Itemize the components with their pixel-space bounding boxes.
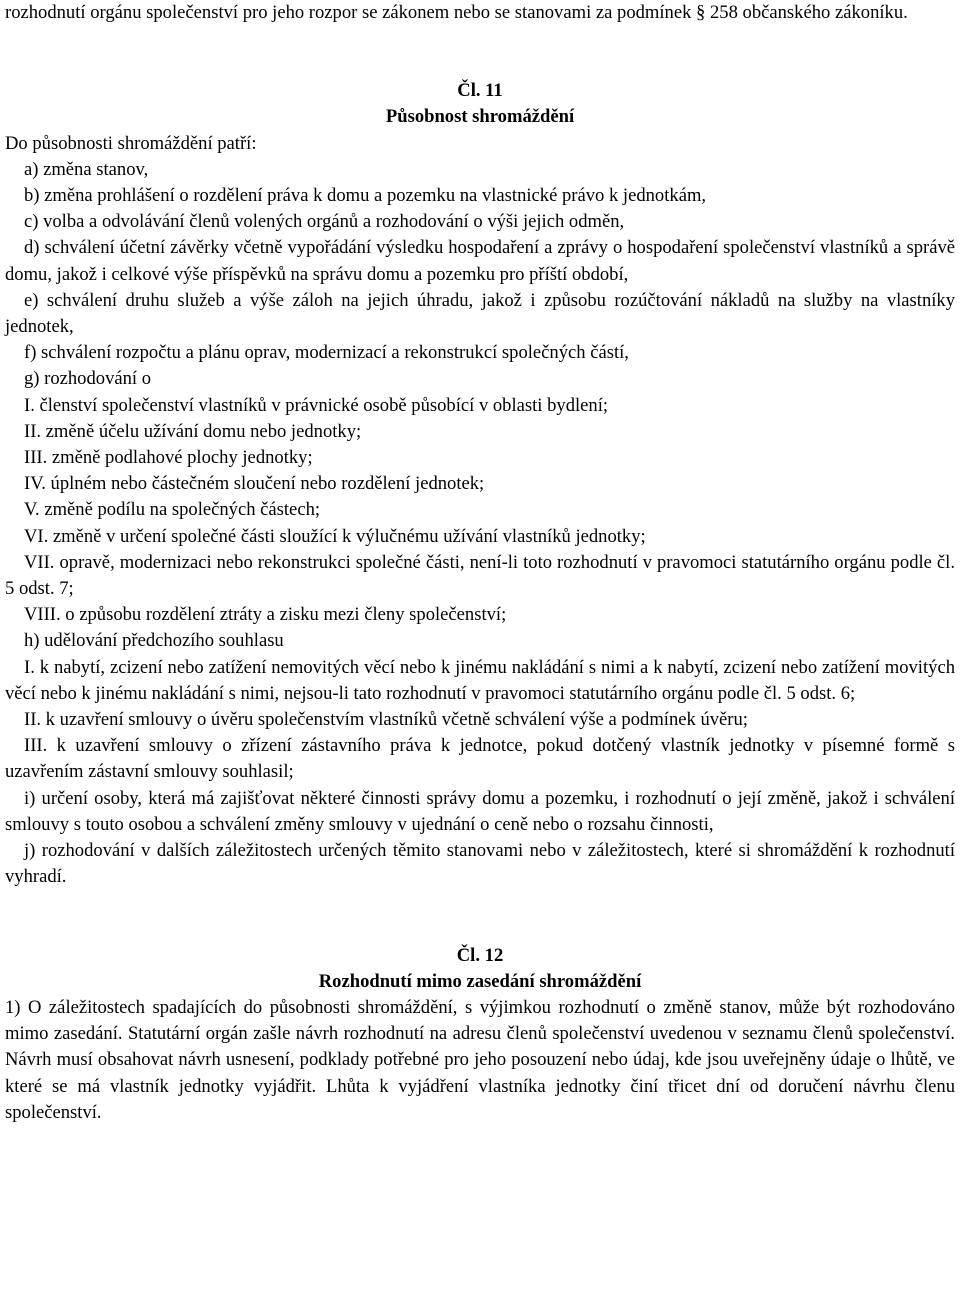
article-11-item-g: g) rozhodování o — [24, 368, 152, 390]
article-11-item-g-7: VII. opravě, modernizaci nebo rekonstrukci společné části, není-li toto rozhodnutí v pravomoci statutárního orgánu podle čl. 5 odst. 7; — [5, 551, 955, 600]
article-11 — [5, 78, 955, 890]
article-11-item-d: d) schválení účetní závěrky včetně vypořádání výsledku hospodaření a zprávy o hospodaření společenství vlastníků a správě domu, jakož i celkové výše příspěvků na správu domu a pozemku pro příští období, — [5, 237, 955, 285]
article-11-item-b: b) změna prohlášení o rozdělení práva k domu a pozemku na vlastnické právo k jednotkám, — [24, 185, 707, 207]
article-11-title: Působnost shromáždění — [385, 106, 575, 128]
article-11-item-f: f) schválení rozpočtu a plánu oprav, modernizací a rekonstrukcí společných částí, — [24, 342, 629, 364]
article-11-item-h-1: I. k nabytí, zcizení nebo zatížení nemovitých věcí nebo k jinému nakládání s nimi a k nabytí, zcizení nebo zatížení movitých věcí nebo k jinému nakládání s nimi, nejsou-li tato rozhodnutí v pravomoci statutárního orgánu podle čl. 5 odst. 6; — [5, 656, 955, 704]
article-11-item-j: j) rozhodování v dalších záležitostech určených těmito stanovami nebo v záležitostech, které si shromáždění k rozhodnutí vyhradí. — [5, 840, 955, 888]
article-11-intro: Do působnosti shromáždění patří: — [5, 132, 257, 154]
article-11-item-h: h) udělování předchozího souhlasu — [24, 630, 284, 652]
article-12 — [5, 943, 955, 1126]
article-11-item-e: e) schválení druhu služeb a výše záloh na jejich úhradu, jakož i způsobu rozúčtování nákladů na služby na vlastníky jednotek, — [5, 289, 955, 338]
article-11-item-g-1: I. členství společenství vlastníků v právnické osobě působící v oblasti bydlení; — [24, 394, 609, 416]
article-11-item-g-4: IV. úplném nebo částečném sloučení nebo rozdělení jednotek; — [24, 473, 485, 495]
article-11-item-h-3: III. k uzavření smlouvy o zřízení zástavního práva k jednotce, pokud dotčený vlastník jednotky v písemné formě s uzavřením zástavní smlouvy souhlasil; — [5, 735, 955, 783]
article-11-item-c: c) volba a odvolávání členů volených orgánů a rozhodování o výši jejich odměn, — [24, 211, 625, 233]
article-11-item-g-2: II. změně účelu užívání domu nebo jednotky; — [24, 420, 362, 442]
article-11-item-g-3: III. změně podlahové plochy jednotky; — [24, 447, 313, 469]
article-11-item-h-2: II. k uzavření smlouvy o úvěru společenstvím vlastníků včetně schválení výše a podmínek úvěru; — [24, 709, 748, 731]
article-11-item-a: a) změna stanov, — [24, 158, 149, 180]
article-11-item-i: i) určení osoby, která má zajišťovat některé činnosti správy domu a pozemku, i rozhodnutí o její změně, jakož i schválení smlouvy s touto osobou a schválení změny smlouvy v ujednání o ceně nebo o rozsahu činnosti, — [5, 787, 955, 835]
article-12-paragraph-1: 1) O záležitostech spadajících do působnosti shromáždění, s výjimkou rozhodnutí o změně stanov, může být rozhodováno mimo zasedání. Statutární orgán zašle návrh rozhodnutí na adresu členů společenství uvedenou v seznamu členů společenství. Návrh musí obsahovat návrh usnesení, podklady potřebné pro jeho posouzení nebo údaj, kde jsou uveřejněny údaje o lhůtě, ve které se má vlastník jednotky vyjádřit. Lhůta k vyjádření vlastníka jednotky činí třicet dní od doručení návrhu členu společenství. — [5, 996, 955, 1123]
article-12-title: Rozhodnutí mimo zasedání shromáždění — [318, 970, 642, 992]
article-12-number: Čl. 12 — [456, 944, 504, 966]
carryover-paragraph: rozhodnutí orgánu společenství pro jeho rozpor se zákonem nebo se stanovami za podmínek § 258 občanského zákoníku. — [5, 2, 908, 23]
article-11-number: Čl. 11 — [457, 80, 503, 102]
article-11-item-g-5: V. změně podílu na společných částech; — [24, 499, 321, 521]
article-11-item-g-6: VI. změně v určení společné části sloužící k výlučnému užívání vlastníků jednotky; — [24, 525, 646, 547]
article-11-item-g-8: VIII. o způsobu rozdělení ztráty a zisku mezi členy společenství; — [24, 604, 507, 626]
